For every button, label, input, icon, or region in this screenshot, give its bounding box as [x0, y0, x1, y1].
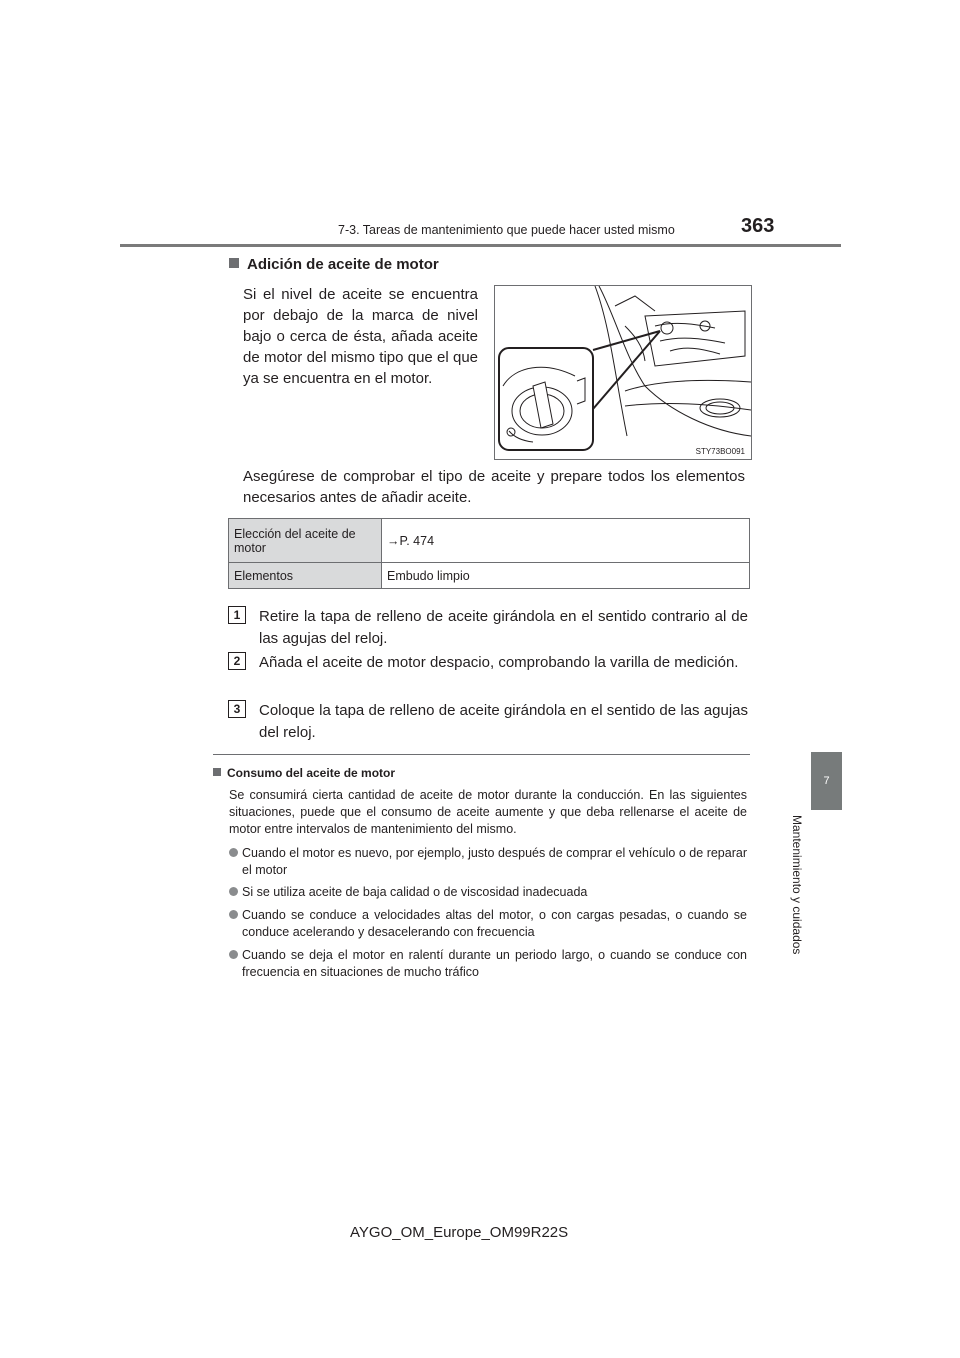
- table-row: [229, 519, 750, 563]
- table-row: [229, 563, 750, 589]
- chapter-tab: 7: [811, 752, 842, 810]
- engine-oil-cap-illustration: [494, 285, 752, 460]
- section-divider: [213, 754, 750, 755]
- section-title: [229, 256, 439, 273]
- list-item-text: Cuando el motor es nuevo, por ejemplo, justo después de comprar el vehículo o de reparar el motor: [242, 846, 747, 877]
- step-number: 1: [228, 606, 246, 624]
- header-section-title: 7-3. Tareas de mantenimiento que puede hacer usted mismo: [338, 223, 675, 237]
- note-title: [213, 766, 395, 780]
- table-label: Elección del aceite de motor: [229, 519, 382, 563]
- list-item-text: Si se utiliza aceite de baja calidad o de viscosidad inadecuada: [242, 885, 588, 899]
- bullet-dot-icon: [229, 887, 238, 896]
- step-1: [228, 606, 748, 650]
- list-item-text: Cuando se deja el motor en ralentí durante un periodo largo, o cuando se conduce con frecuencia en situaciones de mucho tráfico: [242, 948, 747, 979]
- list-item: [229, 947, 747, 981]
- list-item-text: Cuando se conduce a velocidades altas del motor, o con cargas pesadas, o cuando se conduce acelerando y desacelerando con frecuencia: [242, 908, 747, 939]
- engine-illustration-svg: [495, 286, 751, 459]
- table-label: Elementos: [229, 563, 382, 589]
- oil-spec-table: [228, 518, 750, 589]
- step-text: Coloque la tapa de relleno de aceite girándola en el sentido de las agujas del reloj.: [259, 702, 748, 741]
- list-item: [229, 845, 747, 879]
- step-3: [228, 700, 748, 744]
- step-text: Añada el aceite de motor despacio, comprobando la varilla de medición.: [259, 654, 739, 671]
- note-title-text: Consumo del aceite de motor: [227, 766, 396, 780]
- preparation-paragraph: Asegúrese de comprobar el tipo de aceite y prepare todos los elementos necesarios antes de añadir aceite.: [243, 468, 745, 506]
- chapter-label: [786, 815, 806, 975]
- step-number: 3: [228, 700, 246, 718]
- step-text: Retire la tapa de relleno de aceite girándola en el sentido contrario al de las agujas del reloj.: [259, 608, 748, 647]
- figure-code: STY73BO091: [695, 447, 745, 456]
- step-2: [228, 652, 748, 674]
- list-item: [229, 884, 747, 901]
- square-bullet-icon: [213, 768, 221, 776]
- footer-doc-id: AYGO_OM_Europe_OM99R22S: [350, 1224, 569, 1241]
- bullet-dot-icon: [229, 910, 238, 919]
- note-body: Se consumirá cierta cantidad de aceite de motor durante la conducción. En las siguientes situaciones, puede que el consumo de aceite aumente y que deba rellenarse el aceite de motor entre intervalos de mantenimiento del mismo.: [229, 788, 747, 836]
- bullet-dot-icon: [229, 848, 238, 857]
- list-item: [229, 907, 747, 941]
- page-number: 363: [741, 215, 775, 237]
- chapter-label-text: Mantenimiento y cuidados: [790, 815, 804, 955]
- bullet-dot-icon: [229, 950, 238, 959]
- table-value: Embudo limpio: [382, 563, 750, 589]
- intro-paragraph: Si el nivel de aceite se encuentra por debajo de la marca de nivel bajo o cerca de ésta, añada aceite de motor del mismo tipo que el que ya se encuentra en el motor.: [243, 286, 478, 387]
- step-number: 2: [228, 652, 246, 670]
- square-bullet-icon: [229, 258, 239, 268]
- header-rule: [120, 244, 841, 247]
- table-value: →P. 474: [382, 519, 750, 563]
- section-title-text: Adición de aceite de motor: [247, 256, 439, 273]
